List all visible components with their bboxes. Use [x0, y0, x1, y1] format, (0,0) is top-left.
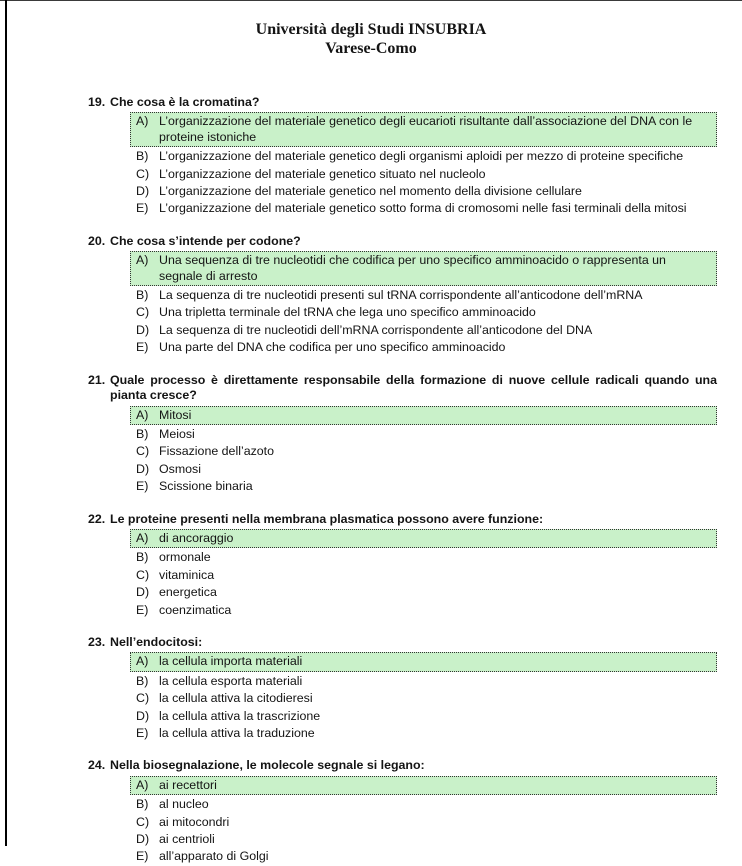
option-letter: E): [136, 602, 149, 617]
option-row-correct-answer: [130, 652, 717, 671]
option-row: [130, 602, 717, 619]
option-text: la cellula attiva la trascrizione: [159, 708, 321, 723]
option-text: all’apparato di Golgi: [159, 849, 269, 864]
option-letter: C): [136, 814, 150, 829]
option-row: [130, 322, 717, 339]
option-text: la cellula importa materiali: [159, 654, 303, 669]
option-row: [130, 443, 717, 460]
option-row-correct-answer: [130, 112, 717, 147]
option-text: la cellula attiva la citodieresi: [159, 691, 313, 706]
question-number: 21.: [88, 372, 106, 387]
option-text: L’organizzazione del materiale genetico nel momento della divisione cellulare: [159, 184, 582, 199]
option-row: [130, 584, 717, 601]
question-number: 19.: [88, 95, 106, 109]
option-letter: D): [136, 585, 150, 600]
question-block: [88, 635, 717, 742]
option-letter: C): [136, 166, 150, 181]
option-list: [130, 406, 717, 496]
option-list: [130, 112, 717, 217]
page-left-edge: [5, 0, 7, 846]
option-text: ai recettori: [159, 777, 217, 792]
question-block: [88, 95, 717, 218]
option-text: coenzimatica: [159, 602, 232, 617]
question-list: [0, 95, 717, 866]
option-text: Una sequenza di tre nucleotidi che codifica per uno specifico amminoacido o rappresenta un segnale di arresto: [159, 253, 666, 283]
option-text: Scissione binaria: [159, 479, 253, 494]
option-letter: A): [136, 407, 149, 422]
page-top-edge: [0, 0, 742, 1]
option-letter: B): [136, 673, 149, 688]
question-head: [88, 234, 717, 249]
question-head: [88, 373, 717, 404]
option-text: L’organizzazione del materiale genetico degli eucarioti risultante dall’associazione del DNA con le proteine istoniche: [159, 114, 693, 144]
option-text: al nucleo: [159, 797, 209, 812]
option-text: Fissazione dell’azoto: [159, 444, 275, 459]
option-text: Una parte del DNA che codifica per uno specifico amminoacido: [159, 340, 506, 355]
option-row: [130, 796, 717, 813]
question-block: [88, 758, 717, 865]
question-head: [88, 95, 717, 110]
document-header: [0, 0, 742, 58]
option-text: Osmosi: [159, 461, 201, 476]
option-row: [130, 848, 717, 865]
question-text: Nell’endocitosi:: [110, 634, 203, 649]
option-text: vitaminica: [159, 567, 215, 582]
option-letter: D): [136, 322, 150, 337]
option-letter: E): [136, 479, 149, 494]
option-list: [130, 251, 717, 356]
question-number: 23.: [88, 634, 106, 649]
question-number: 24.: [88, 758, 106, 773]
option-letter: B): [136, 288, 149, 303]
option-letter: A): [136, 253, 149, 268]
option-letter: E): [136, 340, 149, 355]
option-row: [130, 339, 717, 356]
option-letter: B): [136, 426, 149, 441]
question-block: [88, 373, 717, 496]
option-letter: D): [136, 832, 150, 847]
option-letter: B): [136, 550, 149, 565]
option-letter: B): [136, 797, 149, 812]
option-row: [130, 183, 717, 200]
option-row: [130, 831, 717, 848]
option-letter: C): [136, 691, 150, 706]
option-row: [130, 166, 717, 183]
option-row: [130, 304, 717, 321]
question-text: Le proteine presenti nella membrana plasmatica possono avere funzione:: [110, 511, 544, 526]
option-letter: A): [136, 777, 149, 792]
question-block: [88, 512, 717, 619]
option-row: [130, 478, 717, 495]
option-text: Meiosi: [159, 426, 195, 441]
option-text: L’organizzazione del materiale genetico sotto forma di cromosomi nelle fasi terminali della mitosi: [159, 201, 687, 216]
option-text: energetica: [159, 585, 217, 600]
option-text: L’organizzazione del materiale genetico degli organismi aploidi per mezzo di proteine specifiche: [159, 149, 684, 164]
question-text: Quale processo è direttamente responsabile della formazione di nuove cellule radicali quando una pianta cresce?: [110, 372, 717, 403]
option-letter: A): [136, 530, 149, 545]
question-text: Che cosa è la cromatina?: [110, 95, 260, 109]
option-row: [130, 200, 717, 217]
option-text: ai centrioli: [159, 832, 215, 847]
option-letter: A): [136, 114, 149, 129]
question-head: [88, 635, 717, 650]
question-head: [88, 512, 717, 527]
option-letter: B): [136, 149, 149, 164]
option-text: la cellula attiva la traduzione: [159, 726, 315, 740]
option-letter: D): [136, 708, 150, 723]
option-text: ormonale: [159, 550, 211, 565]
option-text: Mitosi: [159, 407, 192, 422]
option-text: ai mitocondri: [159, 814, 230, 829]
option-row: [130, 814, 717, 831]
option-list: [130, 529, 717, 619]
option-letter: D): [136, 184, 150, 199]
question-number: 20.: [88, 233, 106, 248]
option-row: [130, 708, 717, 725]
option-row: [130, 426, 717, 443]
option-text: la cellula esporta materiali: [159, 673, 303, 688]
option-text: La sequenza di tre nucleotidi dell’mRNA corrispondente all’anticodone del DNA: [159, 322, 593, 337]
option-row: [130, 725, 717, 742]
option-letter: C): [136, 567, 150, 582]
option-letter: A): [136, 654, 149, 669]
option-list: [130, 652, 717, 742]
question-head: [88, 758, 717, 773]
option-text: Una tripletta terminale del tRNA che lega uno specifico amminoacido: [159, 305, 536, 320]
option-row: [130, 673, 717, 690]
question-block: [88, 234, 717, 357]
option-row: [130, 549, 717, 566]
option-letter: E): [136, 201, 149, 216]
option-letter: C): [136, 444, 150, 459]
option-row: [130, 461, 717, 478]
question-number: 22.: [88, 511, 106, 526]
option-row-correct-answer: [130, 406, 717, 425]
option-row: [130, 690, 717, 707]
option-row: [130, 287, 717, 304]
question-text: Che cosa s’intende per codone?: [110, 233, 301, 248]
university-title: Università degli Studi INSUBRIA: [255, 21, 487, 38]
option-text: di ancoraggio: [159, 530, 234, 545]
option-text: La sequenza di tre nucleotidi presenti sul tRNA corrispondente all’anticodone dell’mRNA: [159, 288, 643, 303]
option-letter: E): [136, 849, 149, 864]
option-text: L’organizzazione del materiale genetico situato nel nucleolo: [159, 166, 486, 181]
option-row-correct-answer: [130, 251, 717, 286]
option-row: [130, 148, 717, 165]
university-subtitle: Varese-Como: [325, 40, 417, 57]
option-letter: D): [136, 461, 150, 476]
option-letter: C): [136, 305, 150, 320]
question-text: Nella biosegnalazione, le molecole segnale si legano:: [110, 758, 425, 773]
option-row-correct-answer: [130, 529, 717, 548]
option-row: [130, 567, 717, 584]
option-row-correct-answer: [130, 776, 717, 795]
option-list: [130, 776, 717, 866]
option-letter: E): [136, 726, 149, 740]
